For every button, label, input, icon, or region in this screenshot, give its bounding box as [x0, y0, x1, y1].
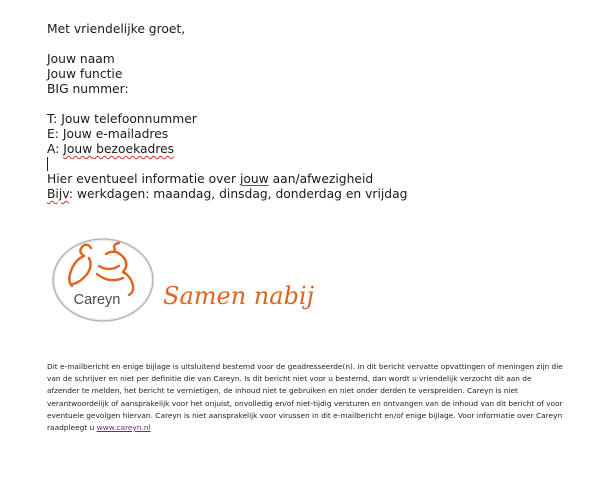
text-cursor-line[interactable]	[47, 157, 587, 172]
absence-line	[47, 172, 587, 187]
absence-a: Hier eventueel informatie over	[47, 172, 240, 186]
name-line: Jouw naam	[47, 52, 115, 66]
workdays-rest: : werkdagen: maandag, dinsdag, donderdag en vrijdag	[68, 187, 408, 201]
email-line: E: Jouw e-mailadres	[47, 127, 169, 141]
address-word-jouw: Jouw	[63, 142, 93, 156]
email-signature	[47, 22, 587, 202]
careyn-website-link[interactable]: www.careyn.nl	[96, 423, 151, 433]
text-cursor	[47, 157, 48, 171]
phone-line: T: Jouw telefoonnummer	[47, 112, 197, 126]
address-rest: bezoekadres	[92, 142, 175, 156]
legal-disclaimer	[47, 361, 565, 434]
greeting: Met vriendelijke groet,	[47, 22, 186, 36]
function-line: Jouw functie	[47, 67, 123, 81]
careyn-logo	[51, 236, 341, 326]
absence-b: aan/afwezigheid	[268, 172, 374, 186]
big-number-line: BIG nummer:	[47, 82, 129, 96]
logo-oval	[53, 239, 153, 321]
workdays-bijv: Bijv	[47, 187, 69, 201]
address-prefix: A:	[47, 142, 64, 156]
absence-word-jouw: jouw	[239, 172, 269, 186]
logo-brand: Careyn	[73, 292, 121, 308]
workdays-line	[47, 187, 587, 202]
logo-tagline: Samen nabij	[163, 282, 315, 310]
address-line	[47, 142, 587, 157]
disclaimer-text: Dit e-mailbericht en enige bijlage is uitsluitend bestemd voor de geadresseerde(n). In dit bericht vervatte opvattingen of meningen zijn die van de schrijver en niet per definitie die van Careyn. Is dit bericht niet voor u bestemd, dan wordt u vriendelijk verzocht dit aan de afzender te melden, het bericht te vernietigen, de inhoud niet te gebruiken en niet onder derden te verspreiden. Careyn is niet verantwoordelijk of aansprakelijk voor het onjuist, onvolledig en/of niet-tijdig versturen en ontvangen van de inhoud van dit bericht of voor eventuele gevolgen hiervan. Careyn is niet aansprakelijk voor virussen in dit e-mailbericht en/of enige bijlage. Voor informatie over Careyn raadpleegt u	[47, 362, 563, 433]
spacer	[47, 97, 587, 112]
spacer	[47, 37, 587, 52]
